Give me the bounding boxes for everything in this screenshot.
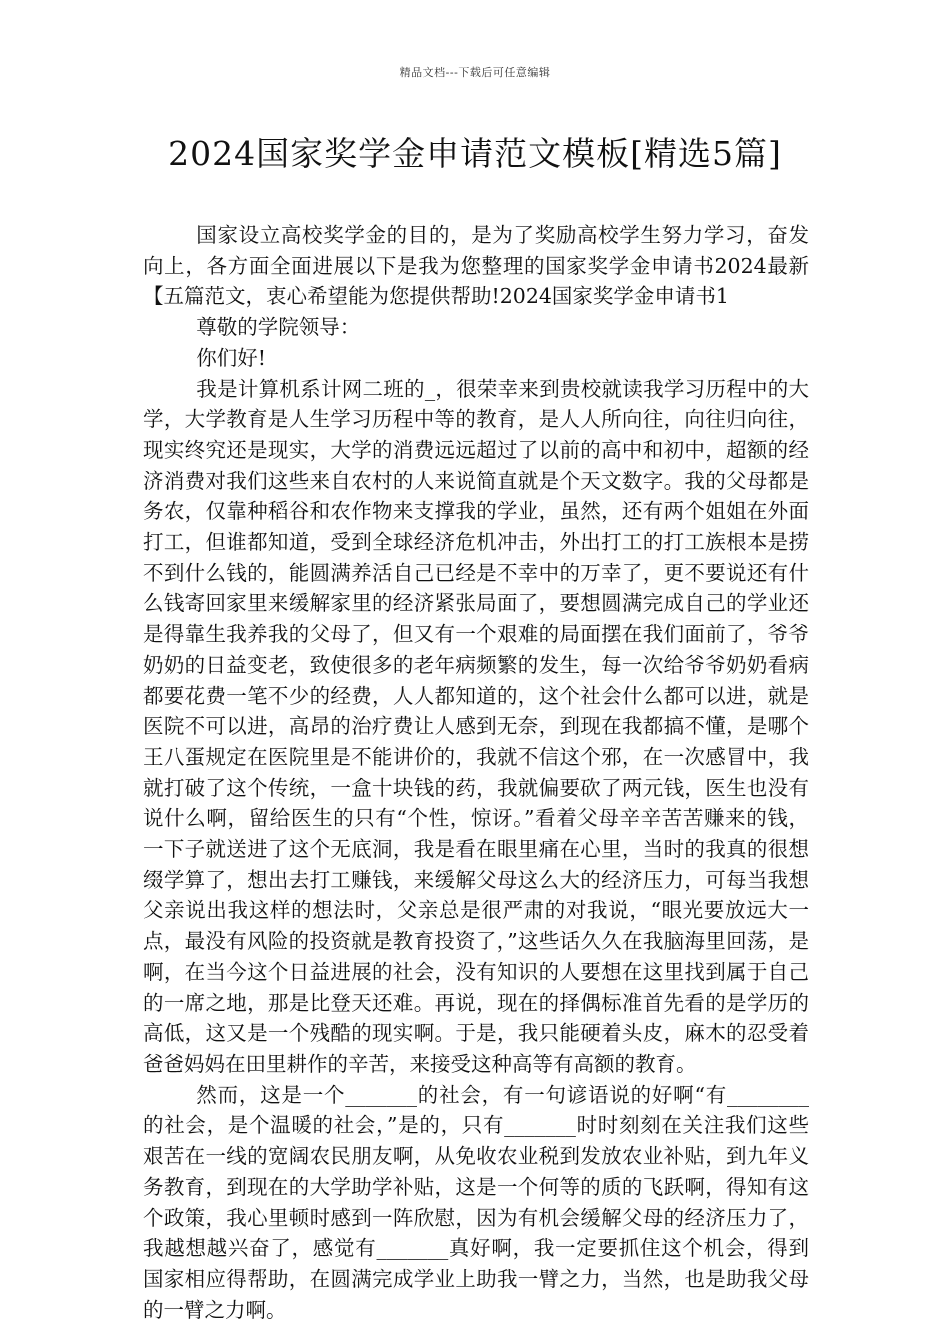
body-paragraph: 我是计算机系计网二班的_，很荣幸来到贵校就读我学习历程中的大学，大学教育是人生学习历程中等的教育，是人人所向往，向往归向往，现实终究还是现实，大学的消费远远超过了以前的高中和初中，超额的经济消费对我们这些来自农村的人来说简直就是个天文数字。我的父母都是务农，仅靠种稻谷和农作物来支撑我的学业，虽然，还有两个姐姐在外面打工，但谁都知道，受到全球经济危机冲击，外出打工的打工族根本是捞不到什么钱的，能圆满养活自己已经是不幸中的万幸了，更不要说还有什么钱寄回家里来缓解家里的经济紧张局面了，要想圆满完成自己的学业还是得靠生我养我的父母了，但又有一个艰难的局面摆在我们面前了，爷爷奶奶的日益变老，致使很多的老年病频繁的发生，每一次给爷爷奶奶看病都要花费一笔不少的经费，人人都知道的，这个社会什么都可以进，就是医院不可以进，高昂的治疗费让人感到无奈，到现在我都搞不懂，是哪个王八蛋规定在医院里是不能讲价的，我就不信这个邪，在一次感冒中，我就打破了这个传统，一盒十块钱的药，我就偏要砍了两元钱，医生也没有说什么啊，留给医生的只有“个性，惊讶。”看着父母辛辛苦苦赚来的钱，一下子就送进了这个无底洞，我是看在眼里痛在心里，当时的我真的很想缀学算了，想出去打工赚钱，来缓解父母这么大的经济压力，可每当我想父亲说出我这样的想法时，父亲总是很严肃的对我说，“眼光要放远大一点，最没有风险的投资就是教育投资了，”这些话久久在我脑海里回荡，是啊，在当今这个日益进展的社会，没有知识的人要想在这里找到属于自己的一席之地，那是比登天还难。再说，现在的择偶标准首先看的是学历的高低，这又是一个残酷的现实啊。于是，我只能硬着头皮，麻木的忍受着爸爸妈妈在田里耕作的辛苦，来接受这种高等有高额的教育。: [143, 376, 809, 1076]
document-body: [143, 220, 809, 1325]
body-paragraph: 然而，这是一个_______的社会，有一句谚语说的好啊“有________的社会，是个温暖的社会，”是的，只有_______时时刻刻在关注我们这些艰苦在一线的宽阔农民朋友啊，从免收农业税到发放农业补贴，到九年义务教育，到现在的大学助学补贴，这是一个何等的质的飞跃啊，得知有这个政策，我心里顿时感到一阵欣慰，因为有机会缓解父母的经济压力了，我越想越兴奋了，感觉有_______真好啊，我一定要抓住这个机会，得到国家相应得帮助，在圆满完成学业上助我一臂之力，当然，也是助我父母的一臂之力啊。: [143, 1082, 809, 1322]
salutation: 尊敬的学院领导：: [196, 315, 361, 340]
page-header: 精品文档---下载后可任意编辑: [399, 66, 551, 79]
document-title: 2024国家奖学金申请范文模板[精选5篇]: [168, 134, 782, 173]
greeting: 你们好!: [196, 345, 267, 370]
intro-paragraph: 国家设立高校奖学金的目的，是为了奖励高校学生努力学习，奋发向上，各方面全面进展以下是我为您整理的国家奖学金申请书2024最新【五篇范文，衷心希望能为您提供帮助!2024国家奖学金申请书1: [143, 223, 809, 309]
